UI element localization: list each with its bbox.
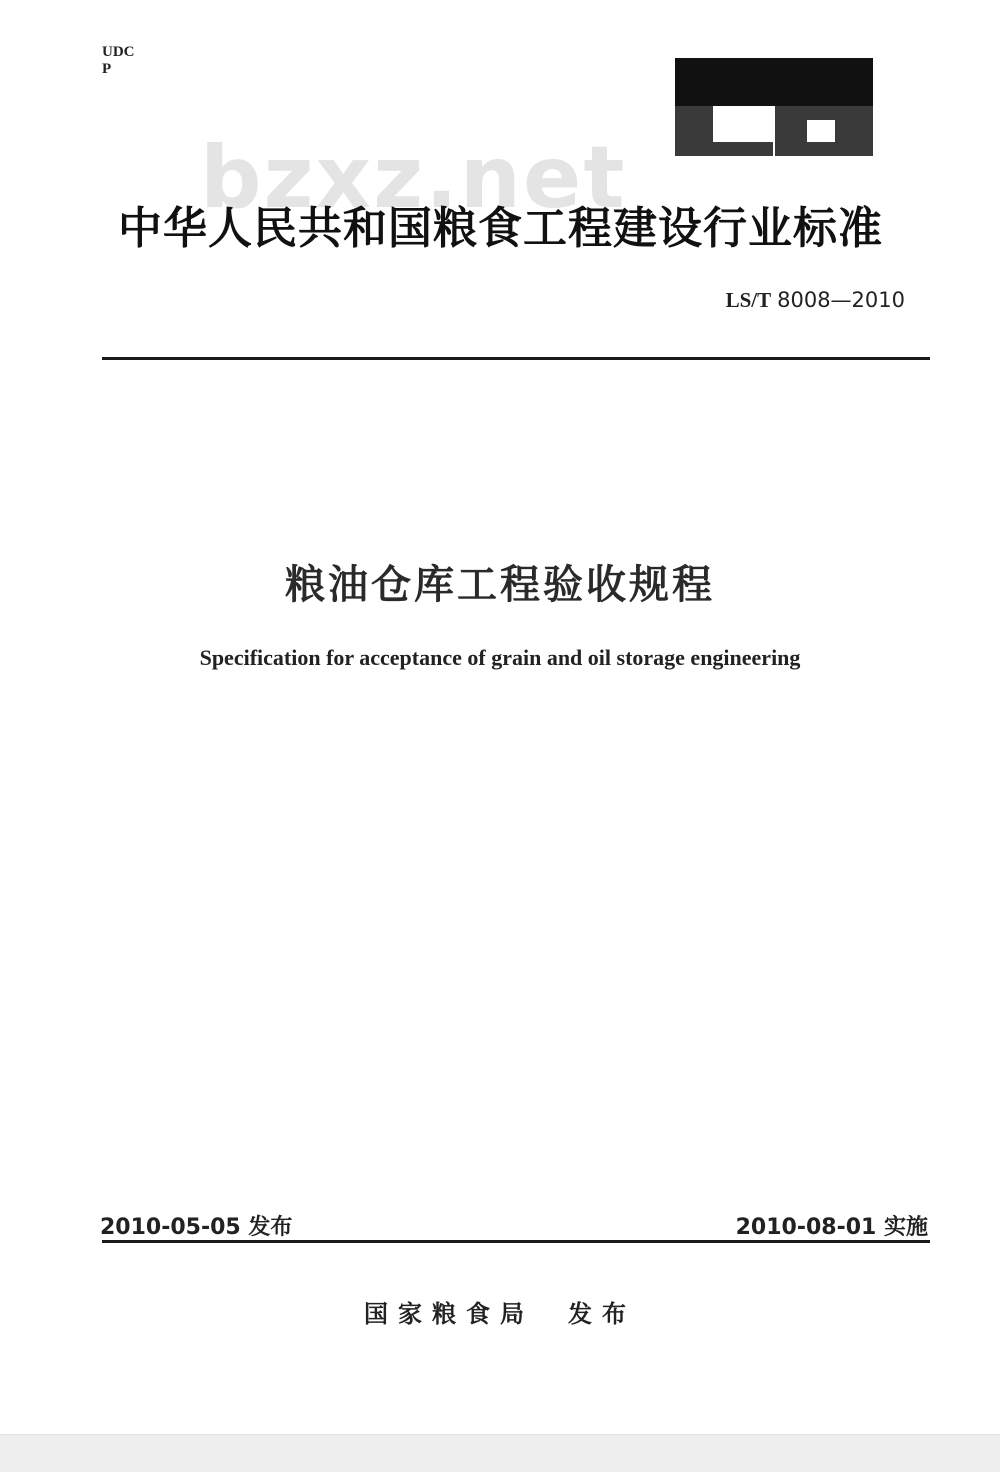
bottom-divider (102, 1240, 930, 1243)
logo-text: LS (679, 145, 689, 154)
publisher-action: 发布 (568, 1300, 636, 1328)
udc-block (102, 44, 135, 78)
issue-date: 2010-05-05 发布 (100, 1215, 293, 1240)
document-title-cn: 粮油仓库工程验收规程 (285, 562, 715, 608)
watermark: bzxz.net (200, 128, 627, 228)
industry-standard-title: 中华人民共和国粮食工程建设行业标准 (118, 203, 883, 254)
standard-number-value: 8008—2010 (777, 288, 905, 312)
effective-date: 2010-08-01 实施 (735, 1215, 928, 1240)
ls-logo (675, 58, 873, 156)
top-divider (102, 357, 930, 360)
document-title-en: Specification for acceptance of grain and oil storage engineering (199, 645, 801, 670)
publisher (0, 1294, 1000, 1329)
standard-number (726, 288, 905, 313)
class-code: P (102, 61, 112, 77)
page-bottom-strip (0, 1434, 1000, 1472)
publisher-name: 国家粮食局 (364, 1300, 534, 1328)
udc-label: UDC (102, 44, 135, 60)
standard-prefix: LS/T (725, 288, 772, 312)
